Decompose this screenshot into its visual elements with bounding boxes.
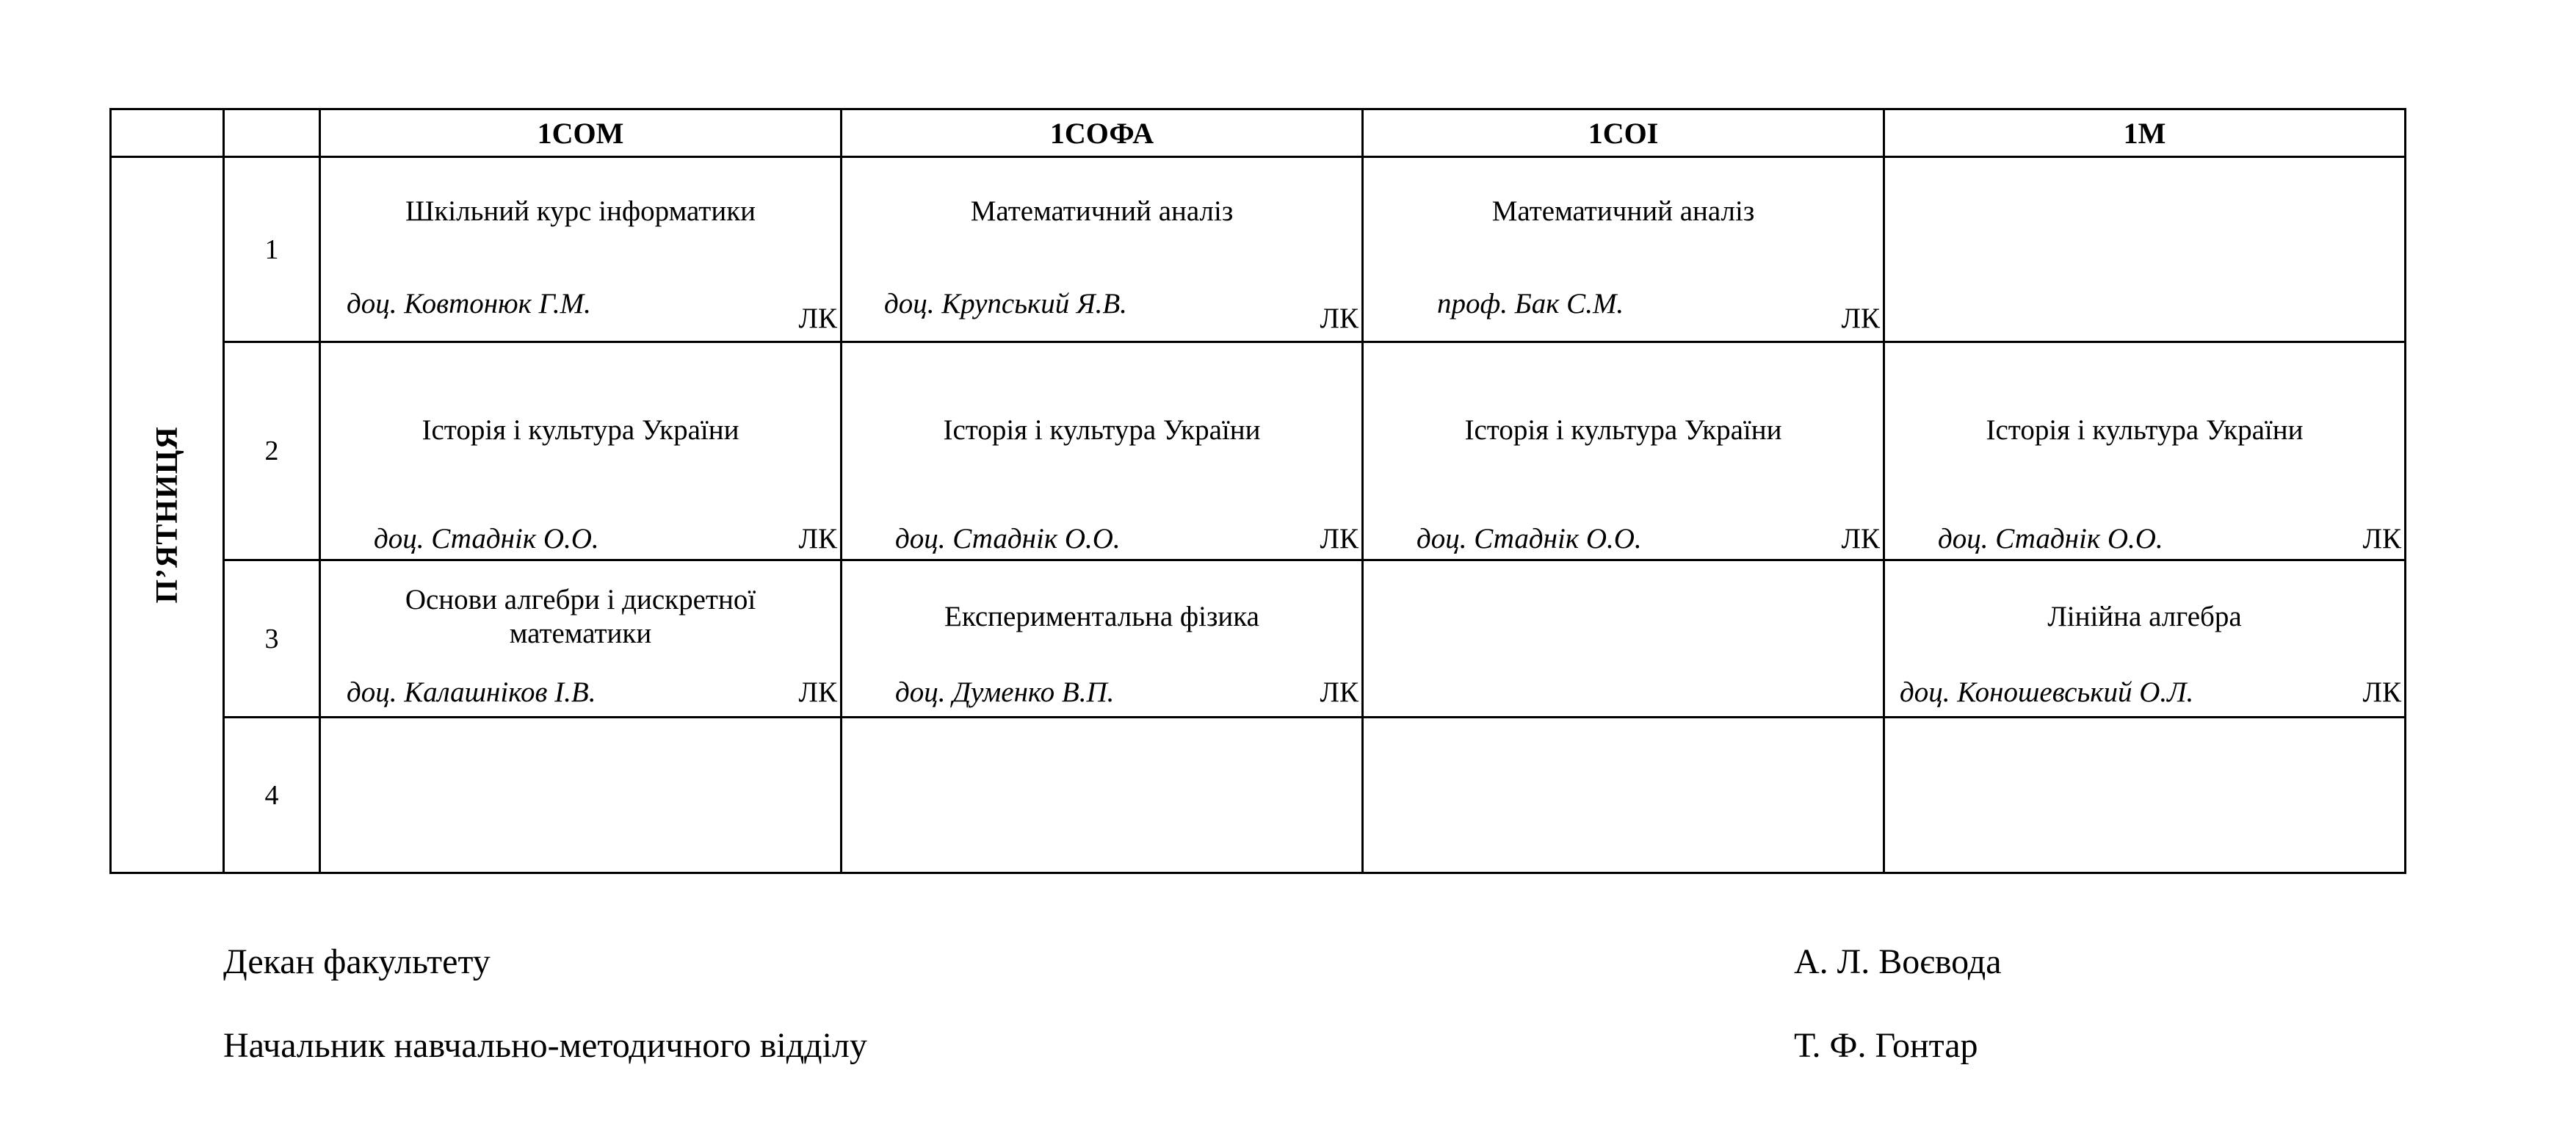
schedule-cell bbox=[842, 342, 1363, 560]
subject: Математичний аналіз bbox=[970, 195, 1234, 227]
lesson-type: ЛК bbox=[798, 303, 837, 334]
schedule-cell bbox=[1363, 560, 1884, 718]
teacher: доц. Стаднік О.О. bbox=[374, 523, 599, 555]
teacher: доц. Коношевський О.Л. bbox=[1900, 676, 2194, 708]
teacher: доц. Ковтонюк Г.М. bbox=[347, 288, 591, 319]
subject: Лінійна алгебра bbox=[2047, 601, 2242, 632]
teacher: доц. Стаднік О.О. bbox=[895, 523, 1121, 555]
group-header-2: 1СОФА bbox=[842, 109, 1363, 157]
schedule-cell bbox=[842, 157, 1363, 342]
schedule-cell bbox=[1363, 342, 1884, 560]
dean-name: А. Л. Воєвода bbox=[1794, 942, 2002, 981]
lesson-number: 2 bbox=[224, 342, 320, 560]
lesson-type: ЛК bbox=[1320, 303, 1358, 334]
teacher: доц. Калашніков І.В. bbox=[347, 676, 596, 708]
head-name: Т. Ф. Гонтар bbox=[1794, 1026, 1978, 1065]
dean-title: Декан факультету bbox=[223, 942, 491, 981]
subject: Експериментальна фізика bbox=[944, 601, 1259, 632]
day-cell bbox=[111, 157, 224, 873]
table-row bbox=[111, 718, 2406, 873]
lesson-type: ЛК bbox=[1841, 303, 1880, 334]
lesson-number: 4 bbox=[224, 718, 320, 873]
subject: Шкільний курс інформатики bbox=[405, 195, 756, 227]
teacher: доц. Крупський Я.В. bbox=[884, 288, 1127, 319]
lesson-type: ЛК bbox=[2362, 523, 2401, 555]
lesson-type: ЛК bbox=[798, 523, 837, 555]
lesson-number: 3 bbox=[224, 560, 320, 718]
head-title: Начальник навчально-методичного відділу bbox=[223, 1026, 867, 1065]
teacher: доц. Стаднік О.О. bbox=[1417, 523, 1642, 555]
subject: Історія і культура України bbox=[1986, 414, 2304, 446]
subject: Історія і культура України bbox=[943, 414, 1261, 446]
subject: Основи алгебри і дискретної математики bbox=[405, 584, 756, 649]
subject: Історія і культура України bbox=[1464, 414, 1782, 446]
schedule-cell bbox=[1363, 718, 1884, 873]
table-row bbox=[111, 560, 2406, 718]
header-day-blank bbox=[111, 109, 224, 157]
teacher: доц. Стаднік О.О. bbox=[1938, 523, 2163, 555]
teacher: проф. Бак С.М. bbox=[1437, 288, 1624, 319]
group-header-1: 1СОМ bbox=[320, 109, 842, 157]
lesson-type: ЛК bbox=[798, 676, 837, 708]
schedule-cell bbox=[320, 157, 842, 342]
header-row bbox=[111, 109, 2406, 157]
teacher: доц. Думенко В.П. bbox=[895, 676, 1115, 708]
subject: Математичний аналіз bbox=[1491, 195, 1755, 227]
schedule-cell bbox=[320, 560, 842, 718]
day-label: П’ЯТНИЦЯ bbox=[150, 426, 184, 604]
schedule-cell bbox=[1884, 157, 2406, 342]
schedule-cell bbox=[320, 718, 842, 873]
schedule-cell bbox=[1363, 157, 1884, 342]
schedule-cell bbox=[1884, 718, 2406, 873]
table-row bbox=[111, 157, 2406, 342]
schedule-cell bbox=[1884, 560, 2406, 718]
table-row bbox=[111, 342, 2406, 560]
lesson-type: ЛК bbox=[2362, 676, 2401, 708]
lesson-number: 1 bbox=[224, 157, 320, 342]
schedule-cell bbox=[842, 560, 1363, 718]
schedule-cell bbox=[842, 718, 1363, 873]
lesson-type: ЛК bbox=[1320, 523, 1358, 555]
schedule-cell bbox=[320, 342, 842, 560]
schedule-cell bbox=[1884, 342, 2406, 560]
subject: Історія і культура України bbox=[422, 414, 739, 446]
group-header-4: 1М bbox=[1884, 109, 2406, 157]
schedule-table bbox=[109, 108, 2406, 874]
header-number-blank bbox=[224, 109, 320, 157]
lesson-type: ЛК bbox=[1320, 676, 1358, 708]
group-header-3: 1СОІ bbox=[1363, 109, 1884, 157]
lesson-type: ЛК bbox=[1841, 523, 1880, 555]
